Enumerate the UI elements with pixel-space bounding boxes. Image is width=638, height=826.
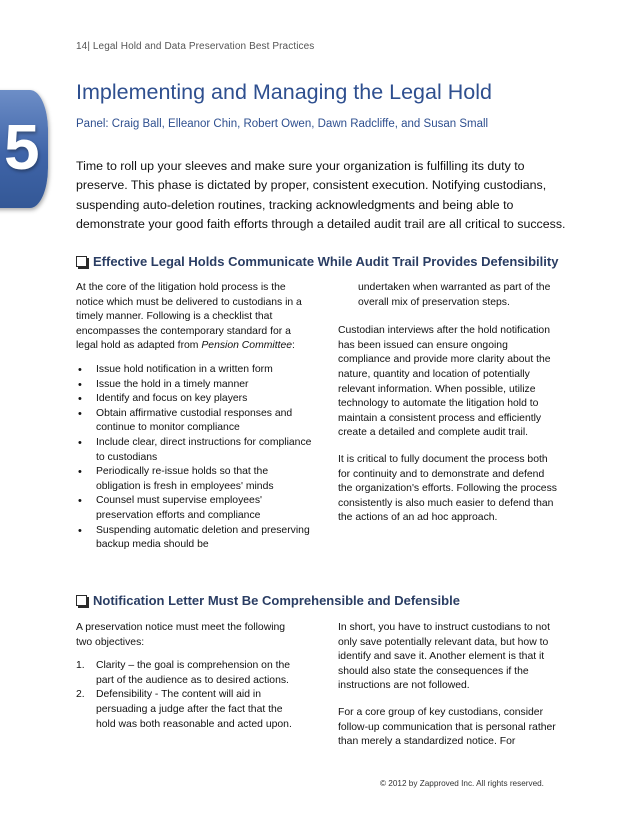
running-header: 14| Legal Hold and Data Preservation Best Practices — [76, 41, 315, 52]
list-item: • Suspending automatic deletion and preserving backup media should be — [76, 524, 312, 553]
custodian-interviews-paragraph: Custodian interviews after the hold notification has been issued can ensure ongoing compliance and provide more clarity about the nature, quantity and location of potentially relevant information. When possible, utilize technology to automate the litigation hold to maintain a consistent process and efficiently create a detailed and complete audit trail. — [338, 325, 551, 439]
continued-bullet-text: undertaken when warranted as part of the overall mix of preservation steps. — [358, 282, 551, 308]
panel-list: Panel: Craig Ball, Elleanor Chin, Robert Owen, Dawn Radcliffe, and Susan Small — [76, 118, 489, 130]
checklist-intro-text: At the core of the litigation hold process is the notice which must be delivered to custodians in a timely manner. Following is a checklist that encompasses the contemporary standard for a legal hold as adapted from — [76, 282, 302, 352]
section-heading-text: Effective Legal Holds Communicate While Audit Trail Provides Defensibility — [93, 254, 559, 269]
list-item: • Include clear, direct instructions for compliance to custodians — [76, 436, 312, 465]
checkbox-icon — [76, 595, 87, 606]
list-item: • Issue hold notification in a written form — [76, 363, 312, 378]
copyright-footer: © 2012 by Zapproved Inc. All rights reserved. — [380, 779, 544, 788]
list-item: • Obtain affirmative custodial responses and continue to monitor compliance — [76, 407, 312, 436]
section1-right-column — [338, 281, 560, 535]
list-item: • Periodically re-issue holds so that the obligation is fresh in employees' minds — [76, 465, 312, 494]
section2-left-column — [76, 621, 302, 732]
case-name: Pension Committee — [201, 340, 293, 352]
follow-up-paragraph: For a core group of key custodians, consider follow-up communication that is personal rather than merely a standardized notice. For — [338, 706, 556, 748]
list-number: 1. — [76, 660, 85, 672]
section-heading-text: Notification Letter Must Be Comprehensible and Defensible — [93, 593, 460, 608]
section-heading-2 — [76, 593, 460, 608]
list-item-text: Clarity – the goal is comprehension on the part of the audience as to desired actions. — [96, 660, 291, 686]
checklist-intro-colon: : — [292, 340, 295, 352]
list-number: 2. — [76, 689, 85, 701]
list-item — [76, 688, 302, 732]
checklist — [76, 363, 312, 553]
documentation-paragraph: It is critical to fully document the process both for continuity and to demonstrate and defend the organization's efforts. Following the process consistently is also much easier to defend than the actions of an ad hoc approach. — [338, 453, 557, 524]
list-item — [76, 659, 302, 688]
objectives-list — [76, 659, 302, 732]
list-item: • Identify and focus on key players — [76, 392, 312, 407]
list-item: • Issue the hold in a timely manner — [76, 378, 312, 393]
chapter-title: Implementing and Managing the Legal Hold — [76, 80, 492, 104]
section1-left-column — [76, 281, 312, 553]
checkbox-icon — [76, 256, 87, 267]
section-heading-1 — [76, 254, 558, 269]
checklist-intro — [76, 281, 312, 354]
list-item: • Counsel must supervise employees' preservation efforts and compliance — [76, 494, 312, 523]
intro-paragraph: Time to roll up your sleeves and make sure your organization is fulfilling its duty to preserve. This phase is dictated by proper, consistent execution. Notifying custodians, suspending auto-deletion routines, tracking acknowledgments and being able to demonstrate your good faith efforts through a detailed audit trail are all critical to success. — [76, 159, 566, 231]
list-item-text: Defensibility - The content will aid in persuading a judge after the fact that the hold was both reasonable and acted upon. — [96, 689, 292, 730]
chapter-number: 5 — [4, 111, 40, 183]
section2-right-column — [338, 621, 562, 759]
objectives-intro: A preservation notice must meet the following two objectives: — [76, 622, 286, 648]
instruct-custodians-paragraph: In short, you have to instruct custodians to not only save potentially relevant data, but how to identify and save it. Another element is that it should also state the consequences if the instructions are not followed. — [338, 622, 550, 692]
